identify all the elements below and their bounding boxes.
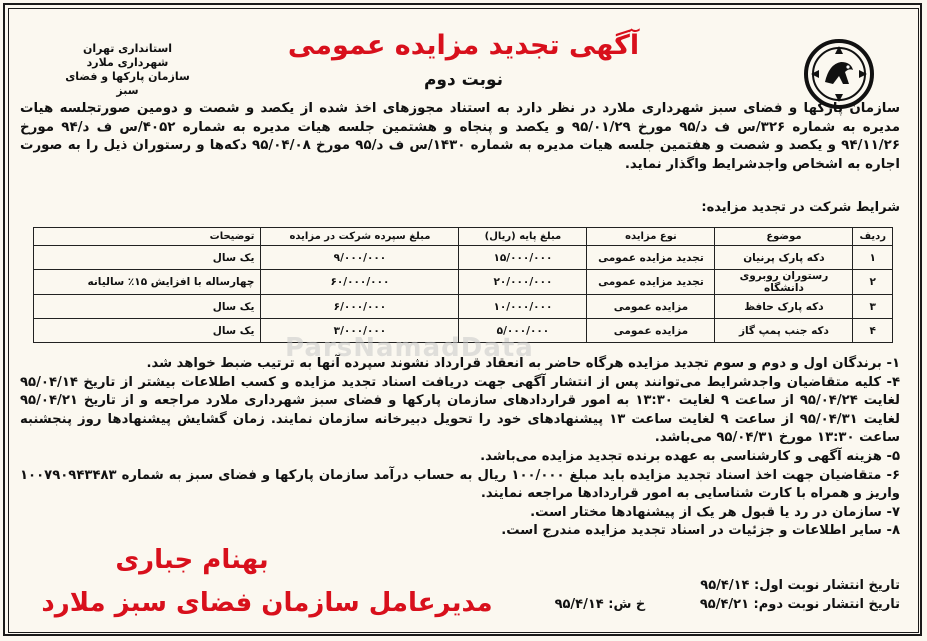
- cell-type: تجدید مزایده عمومی: [587, 246, 715, 270]
- signatory-name: بهنام جباری: [115, 545, 269, 575]
- org-line-province: استانداری تهران: [82, 42, 173, 55]
- table-row: [34, 295, 893, 319]
- cell-notes: یک سال: [34, 246, 261, 270]
- cell-base-price: ۵/۰۰۰/۰۰۰: [459, 319, 587, 343]
- cell-base-price: ۱۰/۰۰۰/۰۰۰: [459, 295, 587, 319]
- cell-subject: دکه پارک حافظ: [715, 295, 853, 319]
- cell-row-number: ۴: [853, 319, 893, 343]
- cell-base-price: ۱۵/۰۰۰/۰۰۰: [459, 246, 587, 270]
- header-row-number: ردیف: [853, 228, 893, 246]
- term-item: ۵- هزینه آگهی و کارشناسی به عهده برنده تجدید مزایده می‌باشد.: [480, 448, 900, 464]
- watermark: ParsNamadData: [285, 333, 534, 363]
- table-row: [34, 246, 893, 270]
- signatory-title: مدیرعامل سازمان فضای سبز ملارد: [41, 588, 493, 618]
- cell-notes: یک سال: [34, 295, 261, 319]
- publication-dates: [555, 577, 900, 614]
- term-item: ۴- کلیه متقاضیان واجدشرایط می‌توانند پس از انتشار آگهی جهت دریافت اسناد تجدید مزایده و کسب اطلاعات بیشتر از تاریخ ۹۵/۰۴/۱۴ لغایت ۹۵/۰۴/۲۴ از ساعت ۹ لغایت ۱۳:۳۰ به امور قراردادهای سازمان پارکها و فضای سبز شهرداری ملارد مراجعه و از تاریخ ۹۵/۰۴/۲۱ لغایت ۹۵/۰۴/۳۱ از ساعت ۹ لغایت ساعت ۱۳ پیشنهادهای خود را تحویل دبیرخانه سازمان نمایند. زمان گشایش پیشنهادها روز پنجشنبه ساعت ۱۳:۳۰ مورخ ۹۵/۰۴/۳۱ می‌باشد.: [20, 374, 900, 446]
- conditions-label: شرایط شرکت در تجدید مزایده:: [701, 200, 900, 215]
- cell-notes: یک سال: [34, 319, 261, 343]
- cell-subject: رستوران روبروی دانشگاه: [715, 270, 853, 295]
- org-line-parks: سازمان پارکها و فضای سبز: [65, 70, 190, 97]
- cell-deposit: ۳/۰۰۰/۰۰۰: [261, 319, 459, 343]
- cell-deposit: ۹/۰۰۰/۰۰۰: [261, 246, 459, 270]
- cell-base-price: ۲۰/۰۰۰/۰۰۰: [459, 270, 587, 295]
- cell-subject: دکه پارک پرنیان: [715, 246, 853, 270]
- header-type: نوع مزایده: [587, 228, 715, 246]
- auction-table: [33, 227, 893, 343]
- term-item: ۸- سایر اطلاعات و جزئیات در اسناد تجدید مزایده مندرج است.: [501, 523, 900, 539]
- header-notes: توضیحات: [34, 228, 261, 246]
- cell-row-number: ۱: [853, 246, 893, 270]
- org-line-municipality: شهرداری ملارد: [86, 56, 169, 69]
- second-publication-line: [555, 596, 900, 615]
- term-item: ۱- برندگان اول و دوم و سوم تجدید مزایده هرگاه حاضر به انعقاد قرارداد نشوند سپرده آنها به ترتیب ضبط خواهد شد.: [146, 356, 900, 371]
- page-title: آگهی تجدید مزایده عمومی: [287, 30, 640, 61]
- header-deposit: مبلغ سپرده شرکت در مزایده: [261, 228, 459, 246]
- cell-deposit: ۶۰/۰۰۰/۰۰۰: [261, 270, 459, 295]
- page-subtitle: نوبت دوم: [423, 70, 504, 90]
- terms-list: [20, 355, 900, 541]
- cell-type: مزایده عمومی: [587, 295, 715, 319]
- cell-row-number: ۳: [853, 295, 893, 319]
- header-subject: موضوع: [715, 228, 853, 246]
- intro-paragraph: سازمان پارکها و فضای سبز شهرداری ملارد در نظر دارد به استناد مجوزهای اخذ شده از یکصد و شصت و دومین صورتجلسه هیات مدیره به شماره ۳۲۶/س ف د/۹۵ مورخ ۹۵/۰۱/۲۹ و یکصد و پنجاه و هشتمین جلسه هیات مدیره به شماره ۴۰۵۲/س ف د/۹۴ مورخ ۹۴/۱۱/۲۶ و یکصد و شصت و هفتمین جلسه هیات مدیره به شماره ۱۴۳۰/س ف د/۹۵ مورخ ۹۵/۰۴/۰۸ دکه‌ها و رستوران ذیل را به صورت اجاره به اشخاص واجدشرایط واگذار نماید.: [20, 101, 901, 172]
- header-base-price: مبلغ پایه (ریال): [459, 228, 587, 246]
- cell-subject: دکه جنب پمپ گاز: [715, 319, 853, 343]
- cell-notes: چهارساله با افزایش ۱۵٪ سالیانه: [34, 270, 261, 295]
- first-publication-date: تاریخ انتشار نوبت اول: ۹۵/۴/۱۴: [700, 578, 900, 593]
- publication-code: خ ش: ۹۵/۴/۱۴: [554, 596, 646, 612]
- table-header-row: [34, 228, 893, 246]
- cell-row-number: ۲: [853, 270, 893, 295]
- cell-type: مزایده عمومی: [587, 319, 715, 343]
- second-publication-date: تاریخ انتشار نوبت دوم: ۹۵/۴/۲۱: [699, 596, 900, 612]
- cell-type: تجدید مزایده عمومی: [587, 270, 715, 295]
- table-row: [34, 270, 893, 295]
- term-item: ۶- متقاضیان جهت اخذ اسناد تجدید مزایده باید مبلغ ۱۰۰/۰۰۰ ریال به حساب درآمد سازمان پارکها و فضای سبز به شماره ۱۰۰۷۹۰۹۴۳۴۸۳ واریز و همراه با کارت شناسایی به امور قراردادها مراجعه نمایند.: [20, 467, 901, 502]
- cell-deposit: ۶/۰۰۰/۰۰۰: [261, 295, 459, 319]
- term-item: ۷- سازمان در رد یا قبول هر یک از پیشنهادها مختار است.: [530, 504, 900, 520]
